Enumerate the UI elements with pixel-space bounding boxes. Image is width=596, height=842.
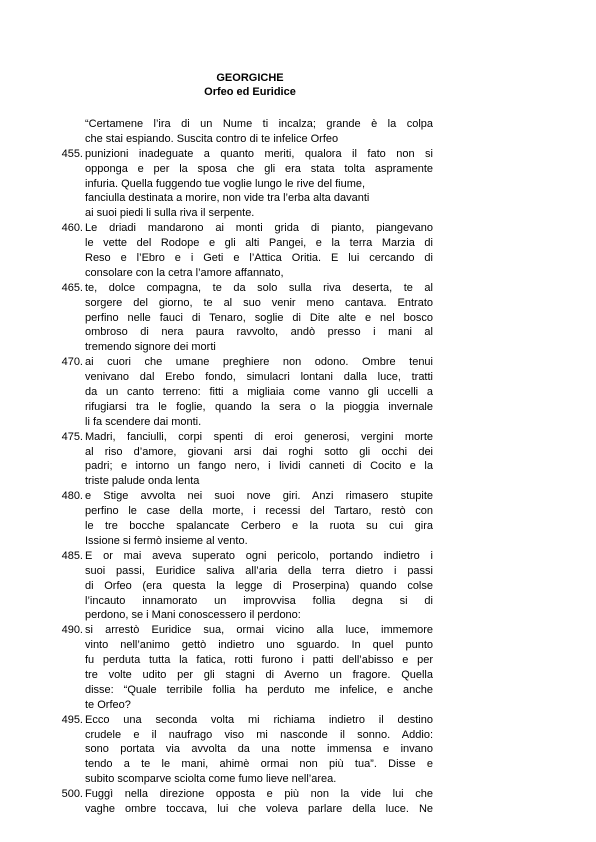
poem-line <box>35 251 525 266</box>
poem-line <box>35 474 525 489</box>
line-text: vaghe ombre toccava, lui che voleva parlare della luce. Ne <box>85 802 433 815</box>
line-text: Reso e l’Ebro e i Geti e l’Attica Oritia. E lui cercando di <box>85 252 433 265</box>
page-title: GEORGICHE <box>216 72 284 84</box>
poem-line <box>35 325 525 340</box>
line-text: ai suoi piedi li sulla riva il serpente. <box>85 207 255 220</box>
poem-line <box>35 370 525 385</box>
poem-line <box>35 385 525 400</box>
poem-line <box>35 177 525 192</box>
poem-line <box>35 713 525 728</box>
poem-line <box>35 296 525 311</box>
line-text: subito scomparve sciolta come fumo lieve nell’area. <box>85 773 337 786</box>
line-number: 460. <box>61 222 83 235</box>
poem-line <box>35 787 525 802</box>
poem-line <box>35 400 525 415</box>
line-text: venivano dal Erebo fondo, simulacri lontani dalla luce, tratti <box>85 371 433 384</box>
line-text: si arrestò Euridice sua, ormai vicino alla luce, immemore <box>85 624 433 637</box>
line-text: fanciulla destinata a morire, non vide tra l’erba alta davanti <box>85 192 370 205</box>
poem-line <box>35 742 525 757</box>
poem-line <box>35 534 525 549</box>
poem-line <box>35 564 525 579</box>
poem-line <box>35 549 525 564</box>
line-number: 455. <box>61 147 83 160</box>
line-text: Fuggì nella direzione opposta e più non la vide lui che <box>85 788 433 801</box>
line-text: punizioni inadeguate a quanto meriti, qualora il fato non si <box>85 147 433 160</box>
line-text: infuria. Quella fuggendo tue voglie lungo le rive del fiume, <box>85 177 366 190</box>
line-text: E or mai aveva superato ogni pericolo, portando indietro i <box>85 549 433 562</box>
poem-line <box>35 519 525 534</box>
poem-line <box>35 653 525 668</box>
poem-line <box>35 594 525 609</box>
line-text: tremendo signore dei morti <box>85 341 216 354</box>
line-text: tendo a te le mani, ahimè ormai non più tua”. Disse e <box>85 758 433 771</box>
poem-line <box>35 459 525 474</box>
poem-line <box>35 728 525 743</box>
page-subtitle: Orfeo ed Euridice <box>204 86 296 98</box>
poem-line <box>35 355 525 370</box>
poem-line <box>35 117 525 132</box>
poem-line <box>35 579 525 594</box>
line-text: padri; e intorno un fango nero, i lividi canneti di Cocito e la <box>85 460 433 473</box>
line-text: rifugiarsi tra le foglie, quando la sera o la pioggia invernale <box>85 400 433 413</box>
poem-line <box>35 132 525 147</box>
line-text: ombroso di nera paura ravvolto, andò presso i mani al <box>85 326 433 339</box>
poem-line <box>35 489 525 504</box>
line-number: 480. <box>61 490 83 503</box>
poem-line <box>35 623 525 638</box>
line-text: perdono, se i Mani conoscessero il perdono: <box>85 609 301 622</box>
line-text: che stai espiando. Suscita contro di te infelice Orfeo <box>85 132 339 145</box>
line-text: al riso d’amore, giovani arsi dai roghi sotto gli occhi dei <box>85 445 433 458</box>
line-text: e Stige avvolta nei suoi nove giri. Anzi rimasero stupite <box>85 490 433 503</box>
poem-line <box>35 266 525 281</box>
poem-line <box>35 772 525 787</box>
line-text: triste palude onda lenta <box>85 475 200 488</box>
poem-line <box>35 638 525 653</box>
line-text: Le driadi mandarono ai monti grida di pianto, piangevano <box>85 222 433 235</box>
line-text: crudele e il naufrago viso mi nasconde il sonno. Addio: <box>85 728 433 741</box>
line-text: te, dolce compagna, te da solo sulla riva deserta, te al <box>85 281 433 294</box>
line-text: di Orfeo (era questa la legge di Proserpina) quando colse <box>85 579 433 592</box>
line-number: 475. <box>61 430 83 443</box>
poem-line <box>35 340 525 355</box>
line-number: 500. <box>61 788 83 801</box>
line-text: Madri, fanciulli, corpi spenti di eroi generosi, vergini morte <box>85 430 433 443</box>
poem-line <box>35 445 525 460</box>
line-text: opponga e per la sposa che gli era stata tolta aspramente <box>85 162 433 175</box>
line-text: perfino le case della morte, i recessi del Tartaro, restò con <box>85 505 433 518</box>
line-number: 485. <box>61 549 83 562</box>
line-text: Ecco una seconda volta mi richiama indietro il destino <box>85 713 433 726</box>
line-text: Issione si fermò insieme al vento. <box>85 534 248 547</box>
poem-line <box>35 698 525 713</box>
line-text: da un canto terreno: fitti a migliaia come vanno gli uccelli a <box>85 386 433 399</box>
poem-line <box>35 668 525 683</box>
line-number: 490. <box>61 624 83 637</box>
poem-line <box>35 802 525 817</box>
poem-line <box>35 236 525 251</box>
line-text: sorgere del giorno, te al suo venir meno cantava. Entrato <box>85 296 433 309</box>
poem-line <box>35 504 525 519</box>
poem-line <box>35 221 525 236</box>
poem-line <box>35 415 525 430</box>
poem-body <box>35 117 525 817</box>
line-text: li fa scendere dai monti. <box>85 415 202 428</box>
poem-line <box>35 162 525 177</box>
line-number: 470. <box>61 356 83 369</box>
line-text: disse: “Quale terribile follia ha perduto me infelice, e anche <box>85 683 433 696</box>
poem-line <box>35 281 525 296</box>
heading-block <box>190 71 310 99</box>
line-text: vinto nell’animo gettò indietro uno sguardo. In quel punto <box>85 639 433 652</box>
line-number: 465. <box>61 281 83 294</box>
line-text: ai cuori che umane preghiere non odono. Ombre tenui <box>85 356 433 369</box>
poem-line <box>35 191 525 206</box>
poem-line <box>35 206 525 221</box>
line-text: sono portata via avvolta da una notte immensa e invano <box>85 743 433 756</box>
poem-line <box>35 608 525 623</box>
line-text: le tre bocche spalancate Cerbero e la ruota su cui gira <box>85 520 433 533</box>
poem-line <box>35 757 525 772</box>
poem-line <box>35 311 525 326</box>
line-text: “Certamene l’ira di un Nume ti incalza; grande è la colpa <box>85 118 433 130</box>
line-text: l’incauto innamorato un improvvisa follia degna si di <box>85 594 433 607</box>
line-number: 495. <box>61 713 83 726</box>
line-text: perfino nelle fauci di Tenaro, soglie di Dite alte e nel bosco <box>85 311 433 324</box>
line-text: le vette del Rodope e gli alti Pangei, e la terra Marzia di <box>85 237 433 250</box>
line-text: tre volte udito per gli stagni di Averno un fragore. Quella <box>85 668 433 681</box>
poem-line <box>35 683 525 698</box>
line-text: consolare con la cetra l’amore affannato, <box>85 266 284 279</box>
poem-line <box>35 147 525 162</box>
line-text: suoi passi, Euridice saliva all’aria della terra dietro i passi <box>85 564 433 577</box>
line-text: te Orfeo? <box>85 698 131 711</box>
line-text: fu perduta tutta la fatica, rotti furono i patti dell’abisso e per <box>85 654 433 667</box>
poem-line <box>35 430 525 445</box>
